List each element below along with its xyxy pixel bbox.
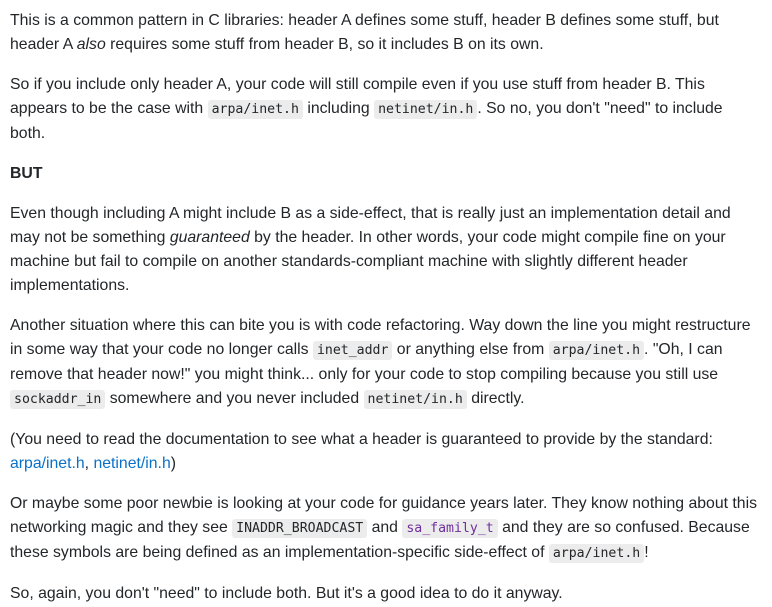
inline-code: INADDR_BROADCAST (232, 519, 367, 538)
emphasis: guaranteed (169, 229, 250, 246)
inline-code: sockaddr_in (10, 390, 105, 409)
text: and (367, 519, 403, 536)
inline-code: arpa/inet.h (549, 341, 644, 360)
inline-code: arpa/inet.h (208, 100, 303, 119)
text: Or maybe some poor newbie is looking at your code for guidance years later. They know nothing about this networking magic and they see (10, 495, 757, 536)
text: . So no, you don't "need" to include both. (10, 100, 723, 142)
paragraph-documentation (10, 428, 762, 476)
text: . "Oh, I can remove that header now!" you might think... only for your code to stop compiling because you still use (10, 341, 723, 383)
paragraph-conclusion (10, 582, 762, 606)
text: (You need to read the documentation to see what a header is guaranteed to provide by the standard: (10, 431, 713, 448)
text: somewhere and you never included (105, 390, 364, 407)
text: requires some stuff from header B, so it includes B on its own. (105, 36, 544, 53)
paragraph-header-pattern (10, 9, 762, 57)
inline-code: sa_family_t (402, 519, 497, 538)
inline-code: arpa/inet.h (549, 544, 644, 563)
text: or anything else from (392, 341, 549, 358)
text: This is a common pattern in C libraries: header A defines some stuff, header B defines some stuff, but header A (10, 12, 719, 53)
text: and they are so confused. Because these symbols are being defined as an implementation-specific side-effect of (10, 519, 750, 561)
text: So, again, you don't "need" to include both. But it's a good idea to do it anyway. (10, 585, 563, 602)
paragraph-newbie (10, 492, 762, 566)
link-netinet-in[interactable]: netinet/in.h (93, 455, 171, 472)
inline-code: netinet/in.h (374, 100, 477, 119)
paragraph-include-a (10, 73, 762, 146)
text: by the header. In other words, your code might compile fine on your machine but fail to compile on another standards-compliant machine with slightly different header implementations. (10, 229, 726, 294)
text: , (84, 455, 94, 472)
paragraph-but (10, 162, 762, 186)
text: Even though including A might include B as a side-effect, that is really just an implementation detail and may not be something (10, 205, 731, 246)
paragraph-refactoring (10, 314, 762, 412)
text: Another situation where this can bite you is with code refactoring. Way down the line you might restructure in some way that your code no longer calls (10, 317, 751, 358)
emphasis: also (76, 36, 106, 53)
link-arpa-inet[interactable]: arpa/inet.h (10, 455, 85, 472)
text: including (302, 100, 375, 117)
inline-code: netinet/in.h (364, 390, 467, 409)
text: directly. (466, 390, 525, 407)
inline-code: inet_addr (313, 341, 392, 360)
paragraph-side-effect (10, 202, 762, 298)
text: ! (644, 544, 649, 561)
text: ) (170, 455, 176, 472)
bold-but: BUT (10, 165, 43, 182)
text: So if you include only header A, your code will still compile even if you use stuff from header B. This appears to be the case with (10, 76, 705, 117)
